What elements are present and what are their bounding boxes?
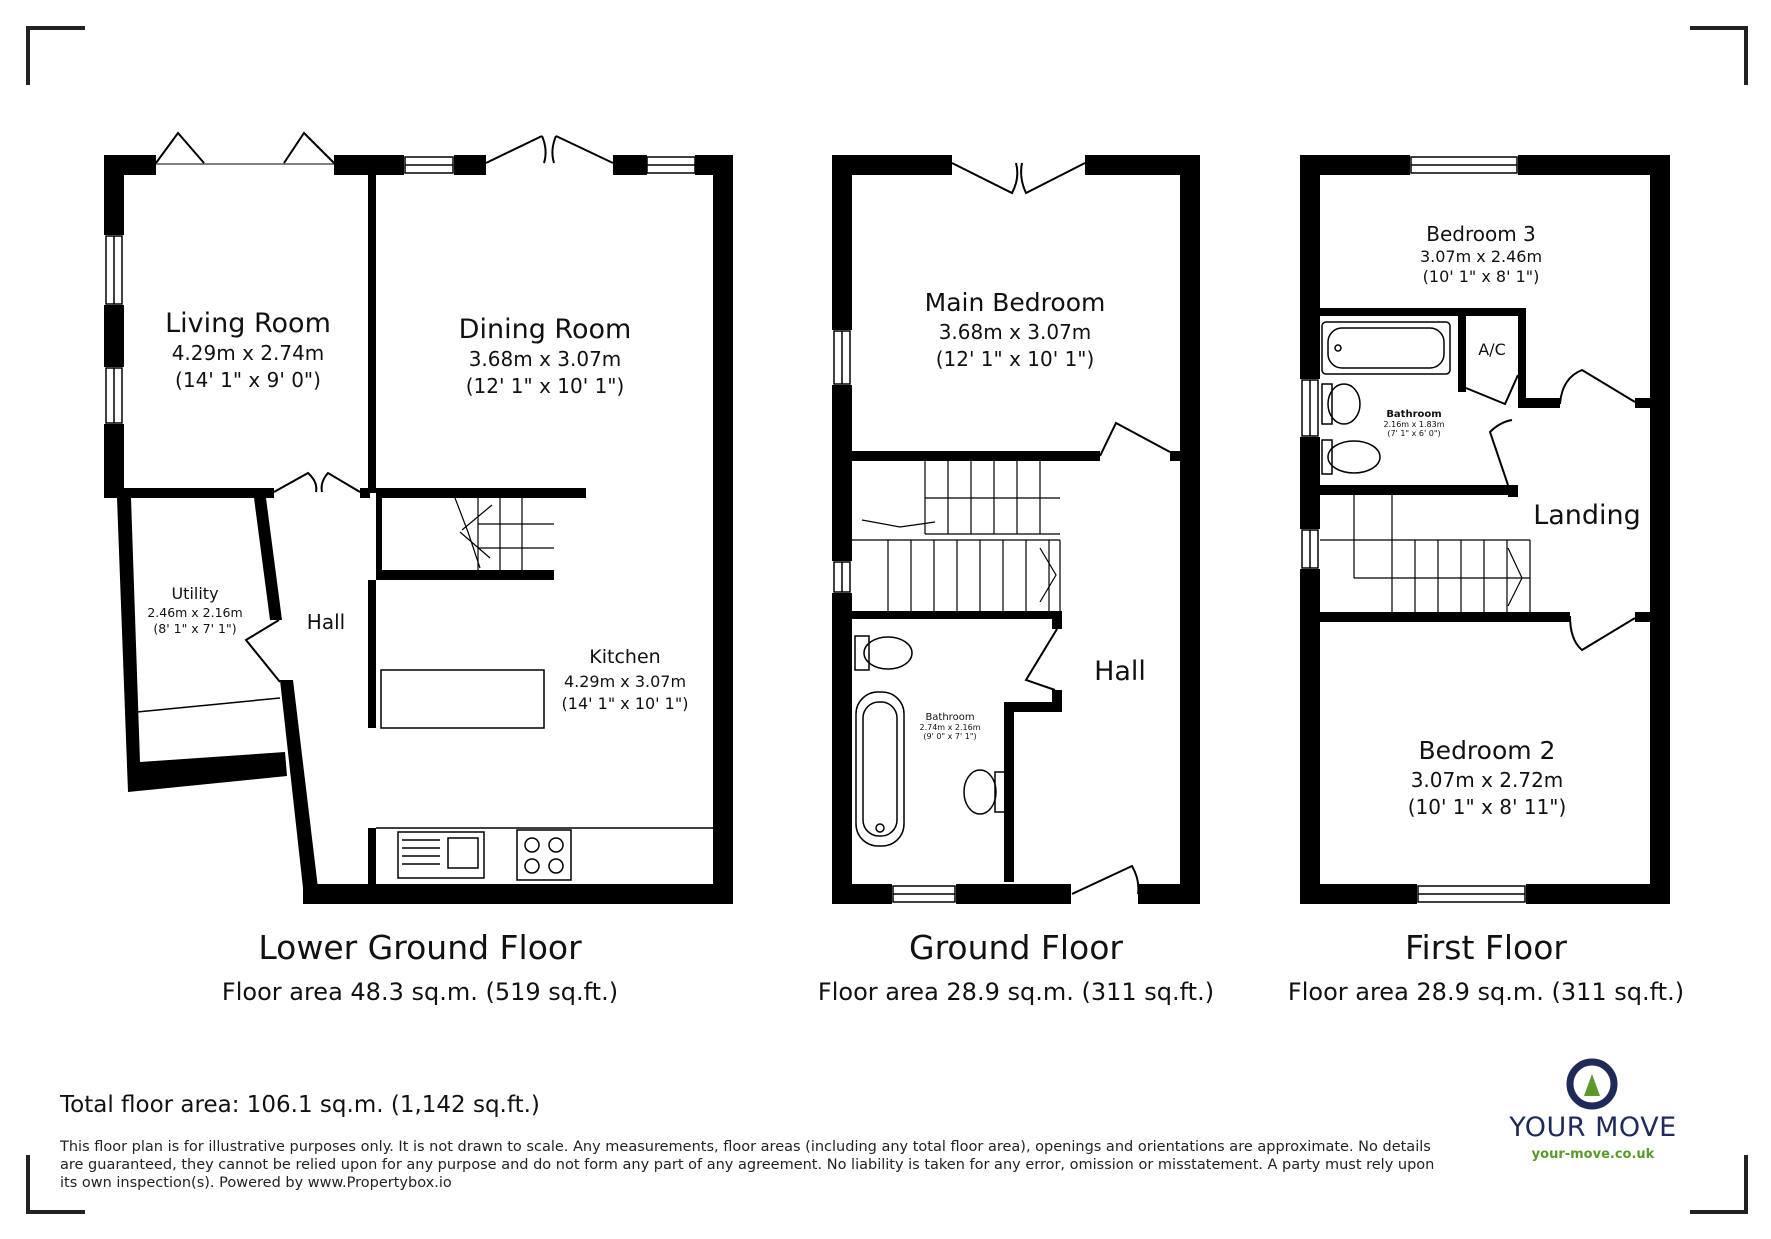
room-label-dining-room — [440, 314, 650, 398]
room-label-living-room — [148, 308, 348, 392]
room-label-lgf-hall — [286, 610, 366, 634]
room-dimensions-imperial: (12' 1" x 10' 1") — [465, 374, 625, 398]
room-dimensions-imperial: (10' 1" x 8' 11") — [1407, 795, 1567, 819]
room-dimensions-imperial: (9' 0" x 7' 1") — [923, 732, 977, 741]
floor-area-first: Floor area 28.9 sq.m. (311 sq.ft.) — [1287, 978, 1685, 1006]
room-dimensions-imperial: (10' 1" x 8' 1") — [1422, 267, 1540, 286]
lgf-stairs — [455, 498, 554, 570]
room-label-bedroom-3 — [1386, 222, 1576, 286]
disclaimer-text: This floor plan is for illustrative purposes only. It is not drawn to scale. Any measurements, floor areas (including any total floor area), openings and orientations are approximate. No details are guaranteed, they cannot be relied upon for any purpose and do not form any part of any agreement. No liability is taken for any error, omission or misstatement. A party must rely upon its own inspection(s). Powered by www.Propertybox.io — [60, 1139, 1435, 1191]
room-name: A/C — [1478, 340, 1506, 359]
room-dimensions-imperial: (14' 1" x 10' 1") — [561, 694, 689, 713]
room-dimensions-imperial: (12' 1" x 10' 1") — [935, 347, 1095, 371]
room-dimensions-metric: 2.74m x 2.16m — [919, 723, 981, 732]
room-dimensions-imperial: (8' 1" x 7' 1") — [153, 621, 237, 636]
room-label-ff-bathroom — [1372, 409, 1456, 438]
room-label-ac-cupboard — [1466, 340, 1518, 359]
floor-title-lower-ground: Lower Ground Floor — [258, 928, 582, 967]
lgf-walls — [104, 155, 733, 904]
brand-url: your-move.co.uk — [1531, 1147, 1655, 1162]
room-label-utility — [134, 584, 256, 636]
ground-floor-plan — [832, 155, 1200, 904]
room-dimensions-metric: 2.46m x 2.16m — [147, 605, 243, 620]
room-name: Hall — [1094, 656, 1146, 687]
floor-title-first: First Floor — [1404, 928, 1568, 967]
your-move-logo-icon — [1564, 1056, 1620, 1112]
ff-bathroom-fixtures — [1322, 322, 1450, 474]
room-dimensions-metric: 4.29m x 3.07m — [563, 672, 687, 691]
floor-area-ground: Floor area 28.9 sq.m. (311 sq.ft.) — [817, 978, 1215, 1006]
room-name: Dining Room — [458, 314, 632, 345]
total-floor-area: Total floor area: 106.1 sq.m. (1,142 sq.ft.) — [60, 1092, 540, 1118]
room-dimensions-metric: 4.29m x 2.74m — [171, 341, 325, 365]
ff-stairs — [1320, 495, 1530, 612]
room-dimensions-imperial: (7' 1" x 6' 0") — [1387, 429, 1441, 438]
room-name: Kitchen — [589, 646, 661, 668]
floor-title-ground: Ground Floor — [909, 928, 1123, 967]
room-name: Bedroom 2 — [1418, 736, 1556, 765]
room-name: Living Room — [165, 308, 331, 339]
gf-doors — [952, 163, 1170, 894]
room-label-gf-hall — [1080, 656, 1160, 687]
room-dimensions-metric: 3.07m x 2.72m — [1410, 768, 1564, 792]
room-label-gf-bathroom — [908, 712, 992, 741]
room-label-bedroom-2 — [1384, 736, 1590, 819]
room-name: Landing — [1533, 500, 1641, 531]
floor-area-lower-ground: Floor area 48.3 sq.m. (519 sq.ft.) — [221, 978, 619, 1006]
room-label-main-bedroom — [910, 288, 1120, 371]
room-label-landing — [1528, 500, 1646, 531]
room-label-kitchen — [554, 646, 696, 713]
room-name: Bedroom 3 — [1426, 222, 1536, 246]
room-name: Utility — [171, 584, 219, 603]
room-name: Bathroom — [925, 712, 975, 723]
brand-name: YOUR MOVE — [1509, 1112, 1677, 1143]
gf-stairs — [852, 461, 1060, 611]
room-dimensions-metric: 2.16m x 1.83m — [1383, 420, 1445, 429]
room-dimensions-metric: 3.68m x 3.07m — [468, 347, 622, 371]
lower-ground-floor-plan — [104, 133, 733, 904]
room-dimensions-metric: 3.68m x 3.07m — [938, 320, 1092, 344]
gf-bathroom-fixtures — [855, 636, 1005, 846]
gf-walls — [832, 155, 1200, 904]
room-name: Main Bedroom — [924, 288, 1106, 317]
room-name: Hall — [306, 610, 346, 634]
room-dimensions-metric: 3.07m x 2.46m — [1419, 247, 1543, 266]
room-dimensions-imperial: (14' 1" x 9' 0") — [175, 368, 321, 392]
room-name: Bathroom — [1386, 409, 1442, 420]
